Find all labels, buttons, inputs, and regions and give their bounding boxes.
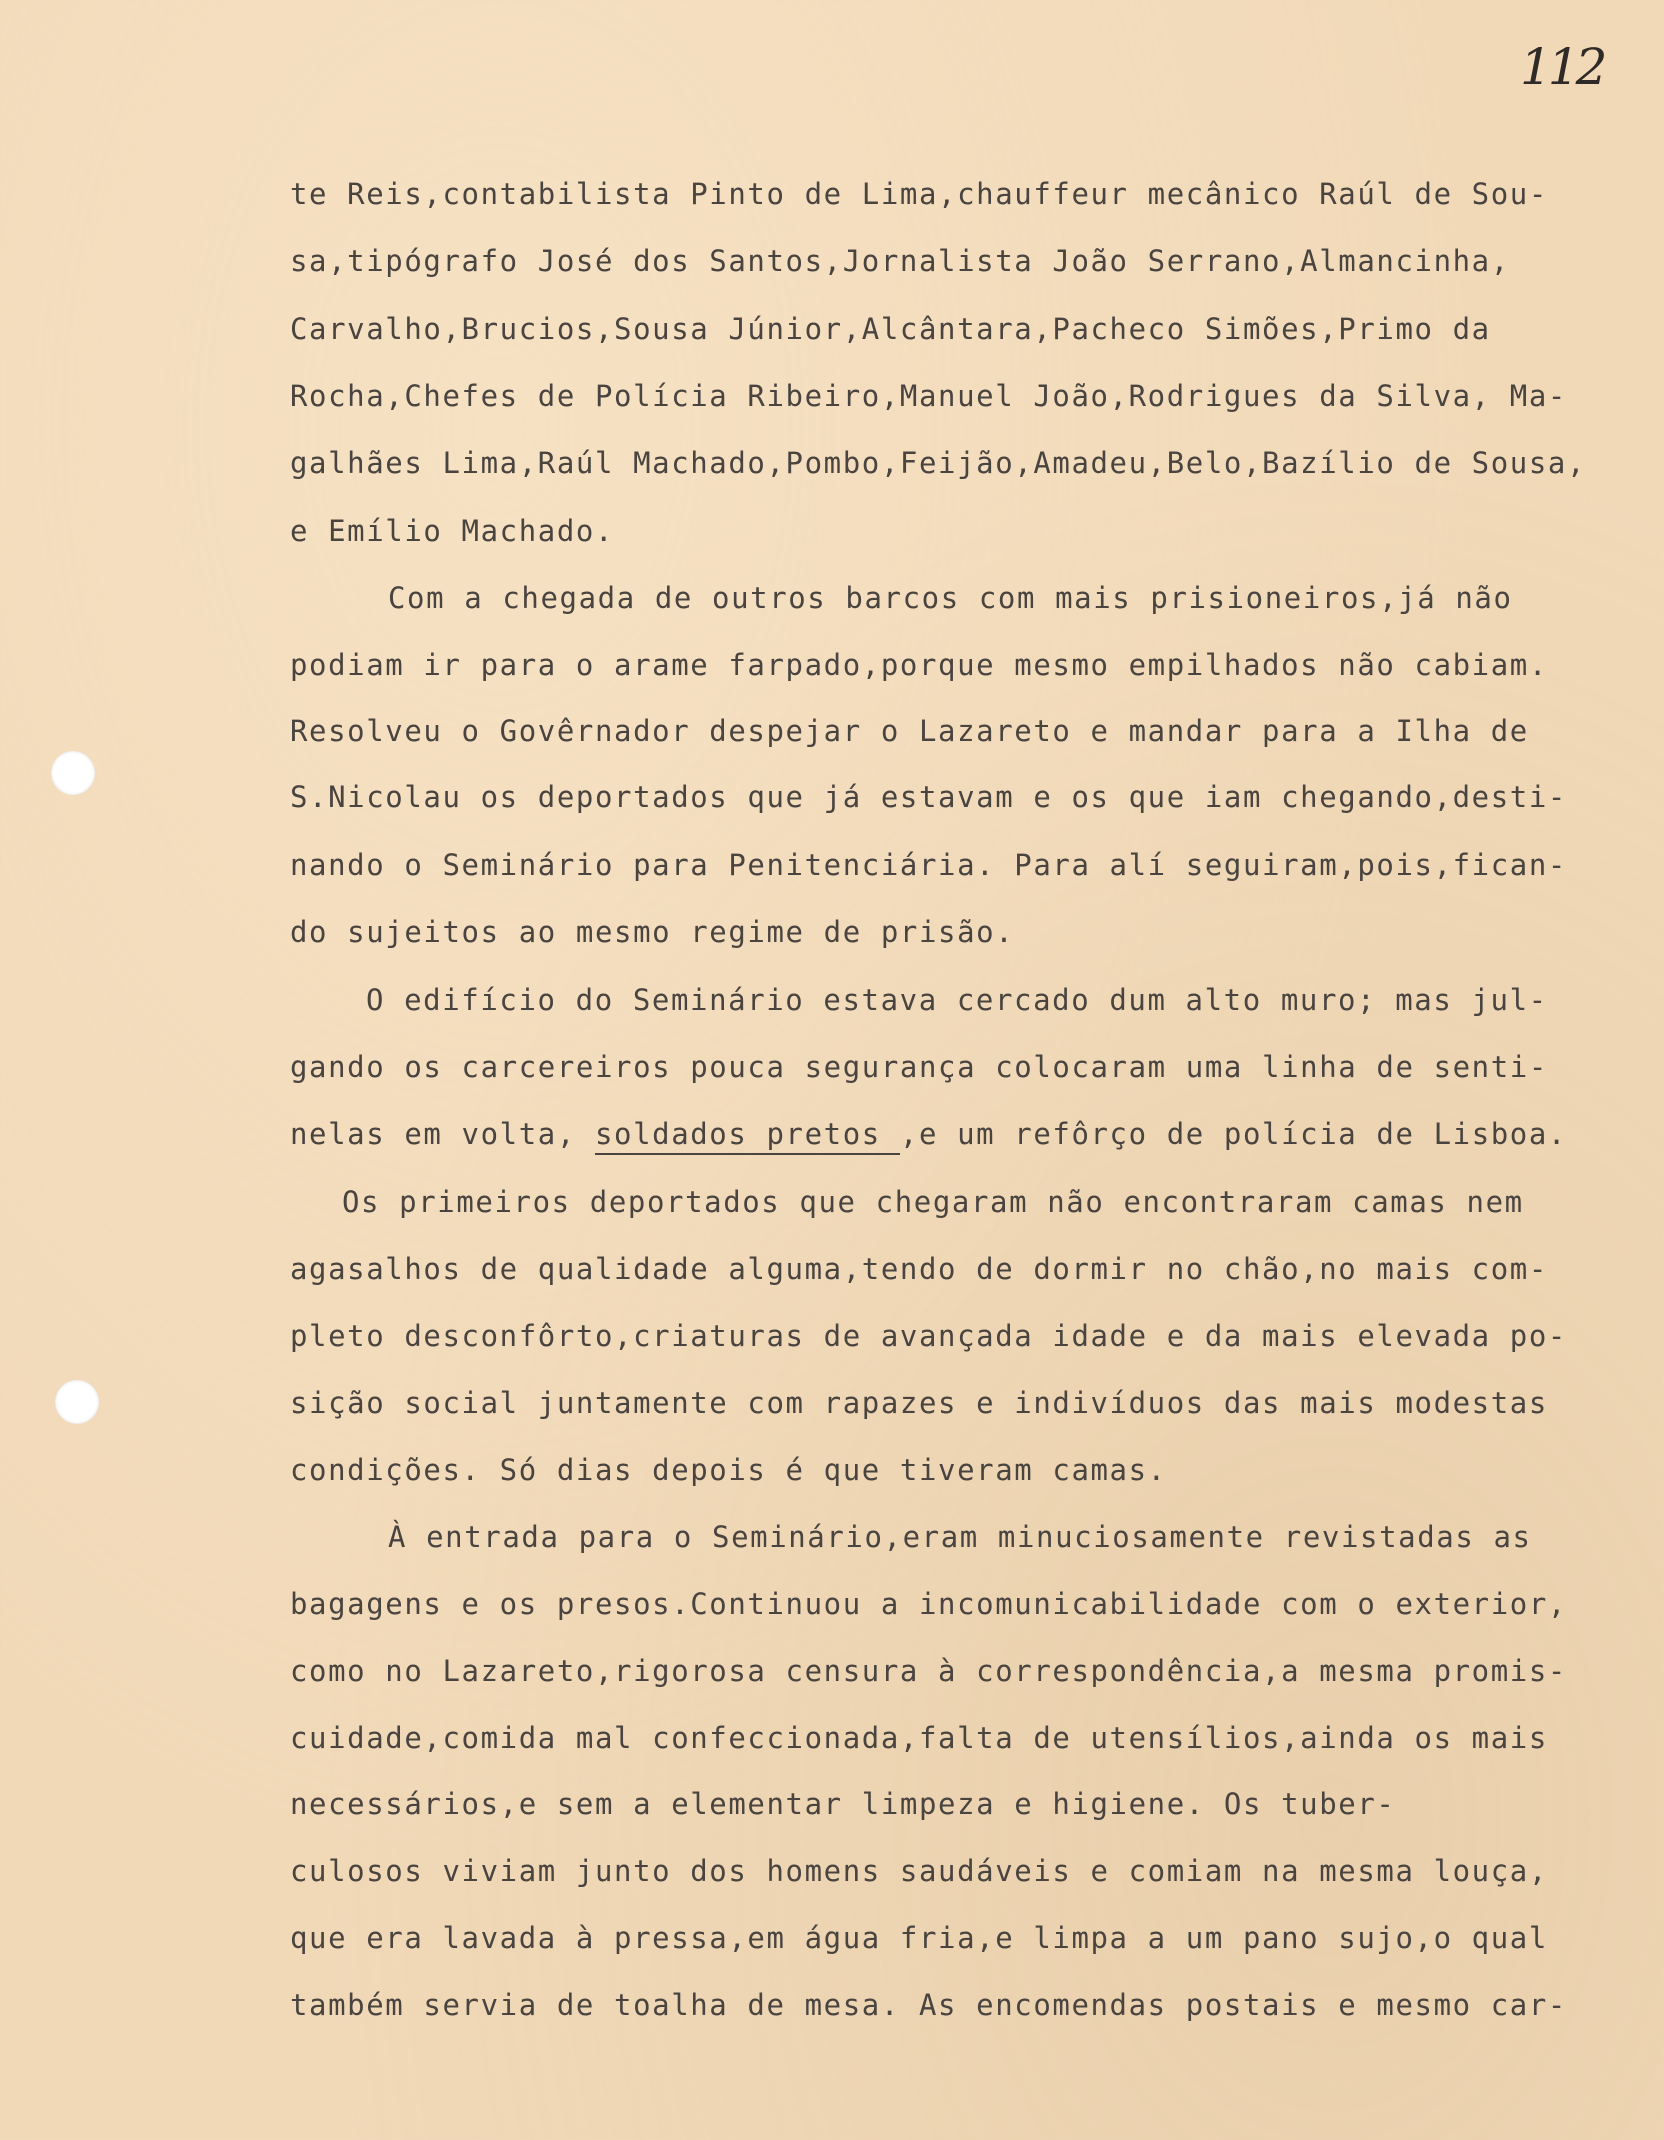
- text-line: nando o Seminário para Penitenciária. Para alí seguiram,pois,fican-: [290, 848, 1567, 882]
- text-line: necessários,e sem a elementar limpeza e higiene. Os tuber-: [290, 1787, 1396, 1821]
- text-line: À entrada para o Seminário,eram minuciosamente revistadas as: [388, 1520, 1532, 1554]
- text-segment: ,e um refôrço de polícia de Lisboa.: [899, 1117, 1567, 1151]
- text-line: podiam ir para o arame farpado,porque mesmo empilhados não cabiam.: [290, 648, 1548, 682]
- text-line: culosos viviam junto dos homens saudáveis e comiam na mesma louça,: [290, 1854, 1548, 1888]
- text-line: Resolveu o Govêrnador despejar o Lazareto e mandar para a Ilha de: [290, 714, 1529, 748]
- text-line: O edifício do Seminário estava cercado dum alto muro; mas jul-: [366, 983, 1548, 1017]
- text-line: também servia de toalha de mesa. As encomendas postais e mesmo car-: [290, 1988, 1567, 2022]
- punch-hole: [55, 1380, 99, 1424]
- text-line: pleto desconfôrto,criaturas de avançada idade e da mais elevada po-: [290, 1319, 1567, 1353]
- text-line: condições. Só dias depois é que tiveram camas.: [290, 1453, 1167, 1487]
- text-line: bagagens e os presos.Continuou a incomunicabilidade com o exterior,: [290, 1587, 1567, 1621]
- underlined-text: soldados pretos: [595, 1117, 900, 1155]
- text-line: S.Nicolau os deportados que já estavam e os que iam chegando,desti-: [290, 780, 1567, 814]
- text-line: Com a chegada de outros barcos com mais prisioneiros,já não: [388, 581, 1513, 615]
- text-line: Os primeiros deportados que chegaram não encontraram camas nem: [342, 1185, 1524, 1219]
- text-line: e Emílio Machado.: [290, 514, 615, 548]
- text-line: Carvalho,Brucios,Sousa Júnior,Alcântara,Pacheco Simões,Primo da: [290, 312, 1491, 346]
- text-line: gando os carcereiros pouca segurança colocaram uma linha de senti-: [290, 1050, 1548, 1084]
- text-line: cuidade,comida mal confeccionada,falta de utensílios,ainda os mais: [290, 1721, 1548, 1755]
- text-line: Rocha,Chefes de Polícia Ribeiro,Manuel João,Rodrigues da Silva, Ma-: [290, 379, 1567, 413]
- text-line: que era lavada à pressa,em água fria,e limpa a um pano sujo,o qual: [290, 1921, 1548, 1955]
- text-line: agasalhos de qualidade alguma,tendo de dormir no chão,no mais com-: [290, 1252, 1548, 1286]
- text-segment: nelas em volta,: [290, 1117, 595, 1151]
- page-number: 112: [1520, 38, 1604, 96]
- text-line: sição social juntamente com rapazes e indivíduos das mais modestas: [290, 1386, 1548, 1420]
- text-line-underlined: [290, 1114, 1640, 1154]
- punch-hole: [51, 751, 95, 795]
- text-line: sa,tipógrafo José dos Santos,Jornalista João Serrano,Almancinha,: [290, 244, 1510, 278]
- text-line: te Reis,contabilista Pinto de Lima,chauffeur mecânico Raúl de Sou-: [290, 177, 1548, 211]
- text-line: do sujeitos ao mesmo regime de prisão.: [290, 915, 1015, 949]
- text-line: galhães Lima,Raúl Machado,Pombo,Feijão,Amadeu,Belo,Bazílio de Sousa,: [290, 446, 1587, 480]
- text-line: como no Lazareto,rigorosa censura à correspondência,a mesma promis-: [290, 1654, 1567, 1688]
